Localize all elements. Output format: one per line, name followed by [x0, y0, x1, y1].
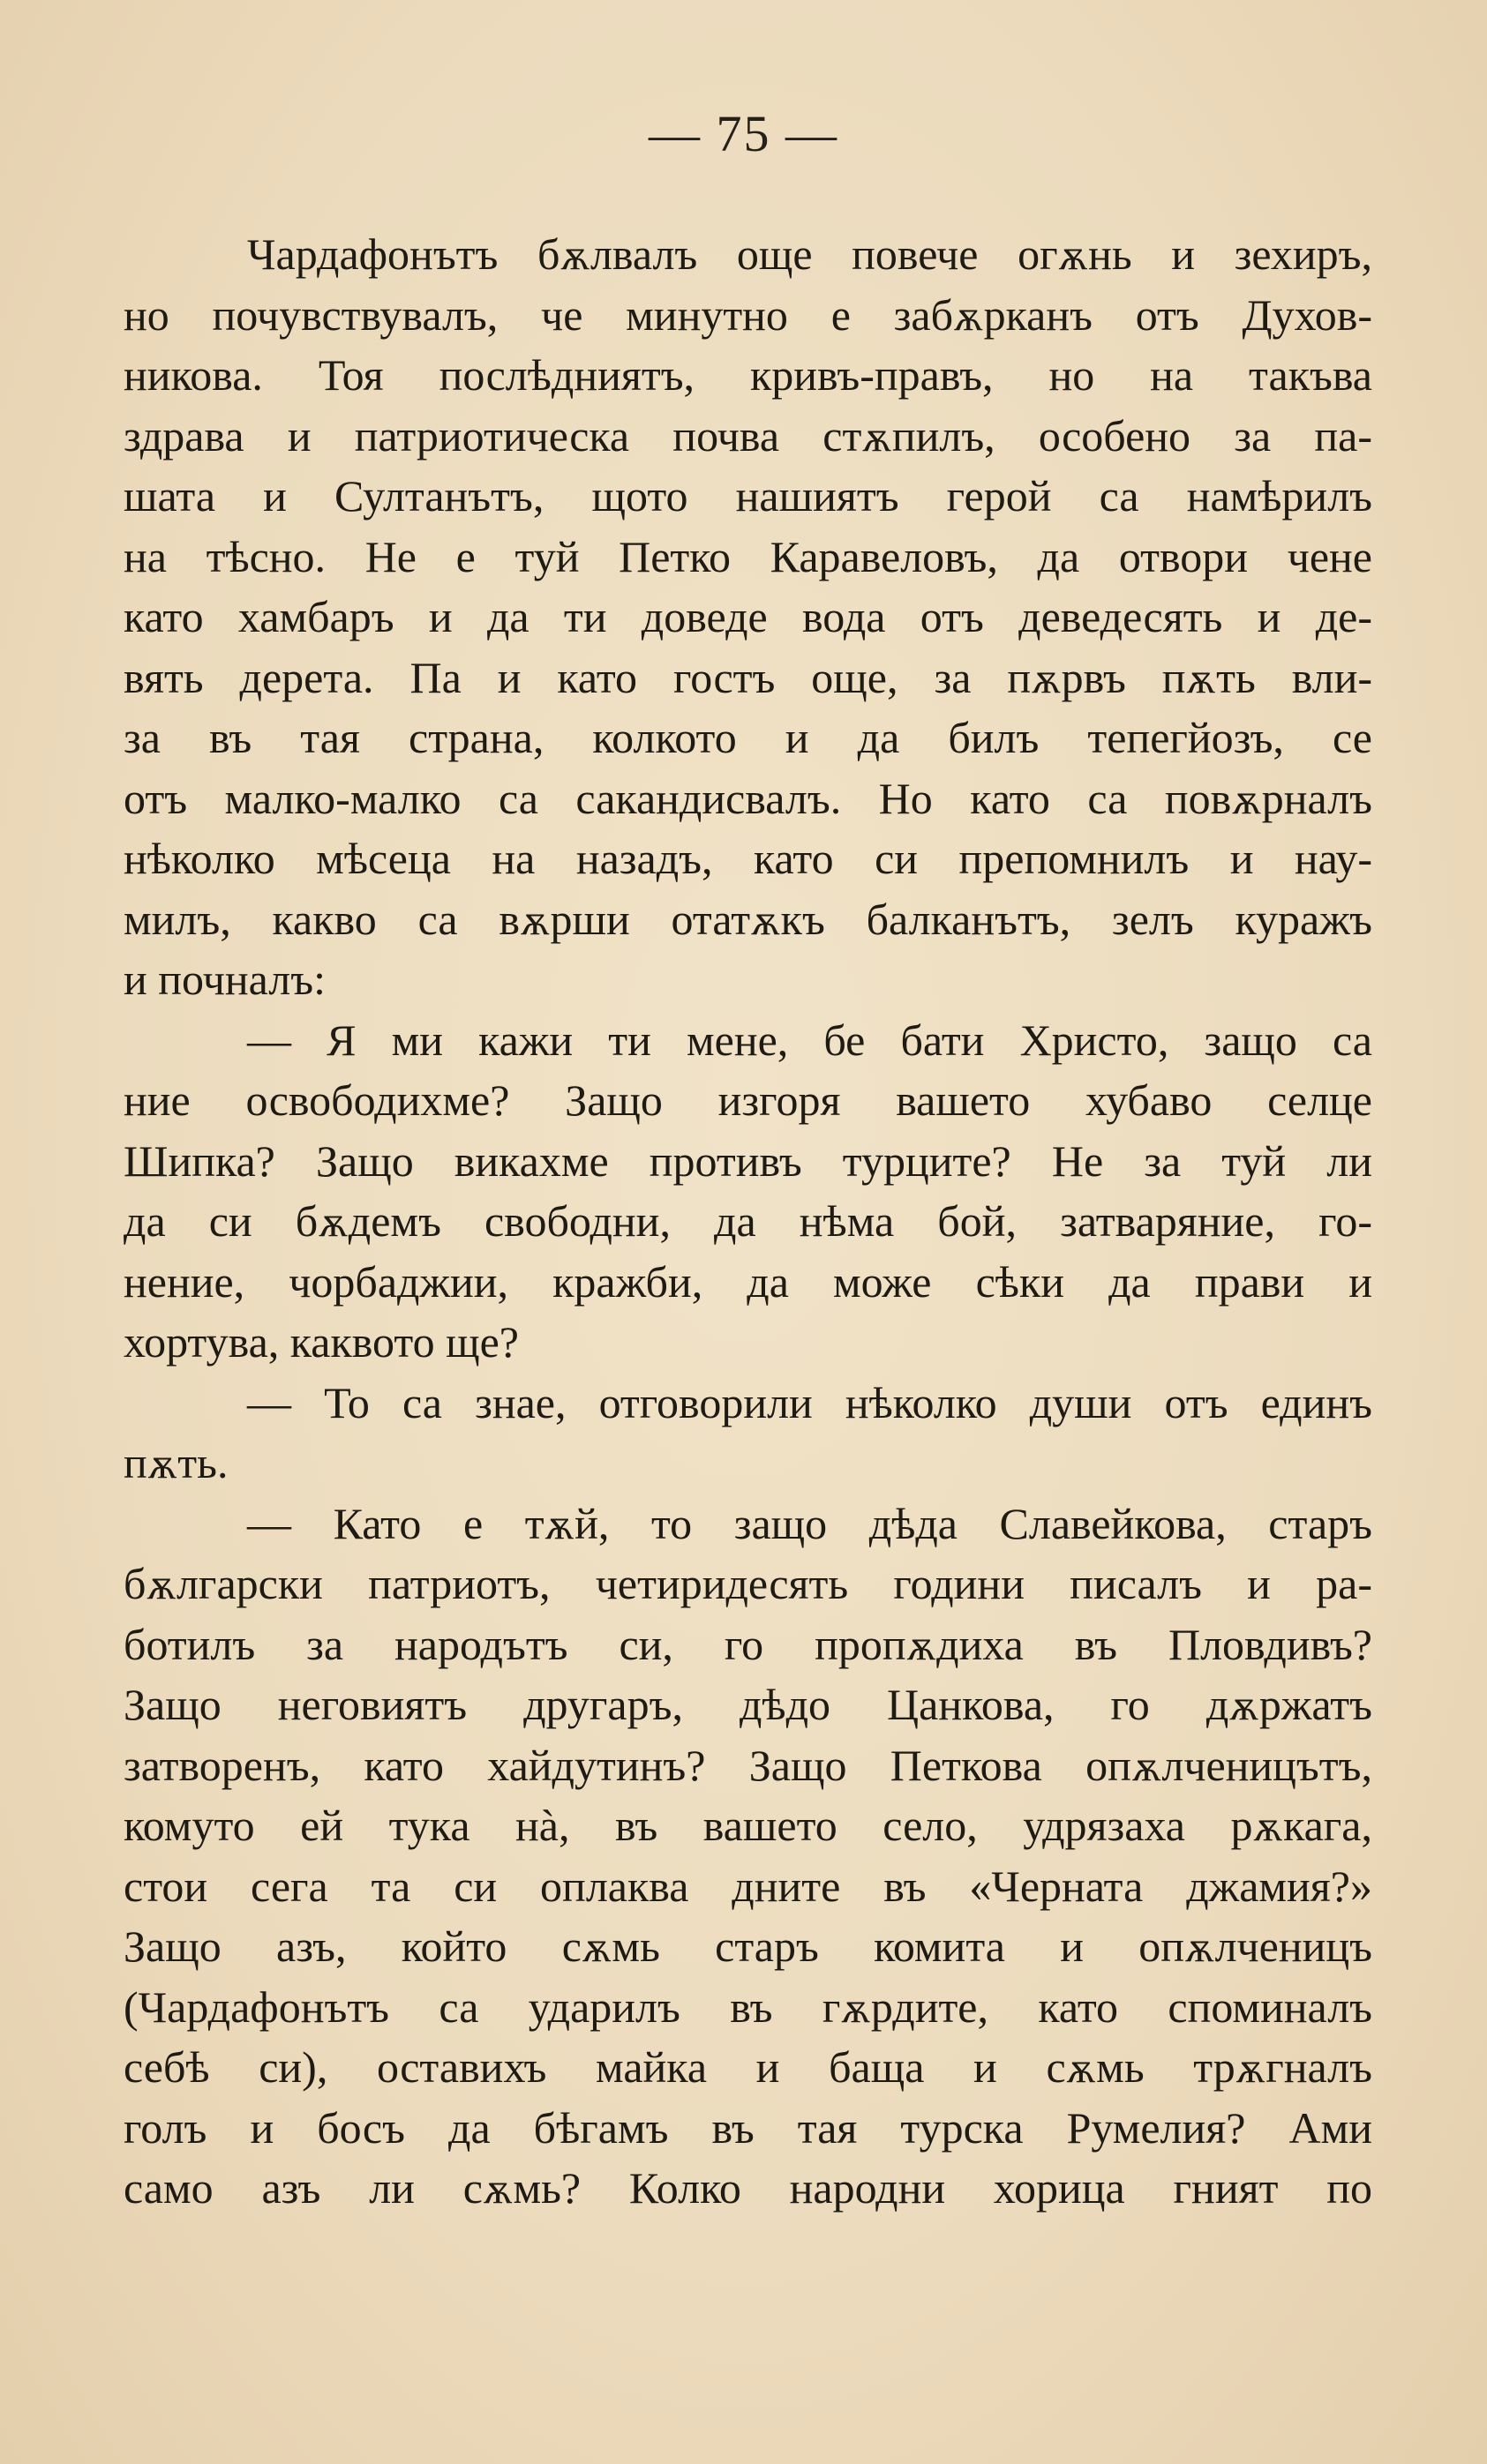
text-line: себѣ си), оставихъ майка и баща и сѫмь трѫгналъ	[124, 2042, 1372, 2092]
text-line: комуто ей тука нà, въ вашето село, удрязаха рѫкага,	[124, 1801, 1372, 1850]
text-line: ботилъ за народътъ си, го пропѫдиха въ Пловдивъ?	[124, 1619, 1372, 1669]
text-line: — Я ми кажи ти мене, бе бати Христо, защо са	[247, 1015, 1372, 1065]
text-line: здрава и патриотическа почва стѫпилъ, особено за па-	[124, 410, 1372, 461]
text-line: Чардафонътъ бѫлвалъ още повече огѫнь и зехиръ,	[247, 229, 1372, 279]
text-line: ние освободихме? Защо изгоря вашето хубаво селце	[124, 1075, 1372, 1125]
text-line: нение, чорбаджии, кражби, да може сѣки да прави и	[124, 1256, 1372, 1307]
text-line: голъ и босъ да бѣгамъ въ тая турска Румелия? Ами	[124, 2102, 1372, 2153]
text-line: за въ тая страна, колкото и да билъ тепегйозъ, се	[124, 713, 1372, 762]
text-line: милъ, какво са вѫрши отатѫкъ балканътъ, зелъ куражъ	[124, 894, 1372, 944]
text-line: нѣколко мѣсеца на назадъ, като си препомнилъ и нау-	[124, 834, 1372, 883]
text-line: само азъ ли сѫмь? Колко народни хорица гният по	[124, 2163, 1372, 2213]
text-line: (Чардафонътъ са ударилъ въ гѫрдите, като споминалъ	[124, 1981, 1372, 2032]
text-line: — То са знае, отговорили нѣколко души отъ единъ	[247, 1377, 1372, 1427]
text-line: пѫть.	[124, 1438, 229, 1487]
text-line: но почувствувалъ, че минутно е забѫрканъ отъ Духов-	[124, 289, 1372, 340]
text-line: затворенъ, като хайдутинъ? Защо Петкова опѫлченицътъ,	[124, 1740, 1372, 1790]
text-line: стои сега та си оплаква дните въ «Черната джамия?»	[124, 1861, 1372, 1911]
page-body-text	[124, 224, 1372, 2219]
text-line: отъ малко-малко са сакандисвалъ. Но като са повѫрналъ	[124, 773, 1372, 823]
text-line: на тѣсно. Не е туй Петко Каравеловъ, да отвори чене	[124, 531, 1372, 581]
text-line: и почналъ:	[124, 955, 326, 1004]
text-line: шата и Султанътъ, щото нашиятъ герой са намѣрилъ	[124, 471, 1372, 521]
text-line: — Като е тѫй, то защо дѣда Славейкова, старъ	[247, 1498, 1372, 1548]
text-line: вять дерета. Па и като гостъ още, за пѫрвъ пѫть вли-	[124, 652, 1372, 702]
text-line: Защо азъ, който сѫмь старъ комита и опѫлченицъ	[124, 1921, 1372, 1971]
text-line: Защо неговиятъ другаръ, дѣдо Цанкова, го дѫржатъ	[124, 1680, 1372, 1729]
page-number: — 75 —	[649, 105, 838, 162]
text-line: Шипка? Защо викахме противъ турците? Не за туй ли	[124, 1135, 1372, 1186]
text-line: хортува, каквото ще?	[124, 1317, 519, 1367]
text-line: като хамбаръ и да ти доведе вода отъ деведесять и де-	[124, 592, 1372, 641]
text-line: бѫлгарски патриотъ, четиридесять години писалъ и ра-	[124, 1559, 1372, 1608]
text-line: да си бѫдемъ свободни, да нѣма бой, затваряние, го-	[124, 1196, 1372, 1246]
text-line: никова. Тоя послѣдниятъ, кривъ-правъ, но на такъва	[124, 350, 1372, 400]
